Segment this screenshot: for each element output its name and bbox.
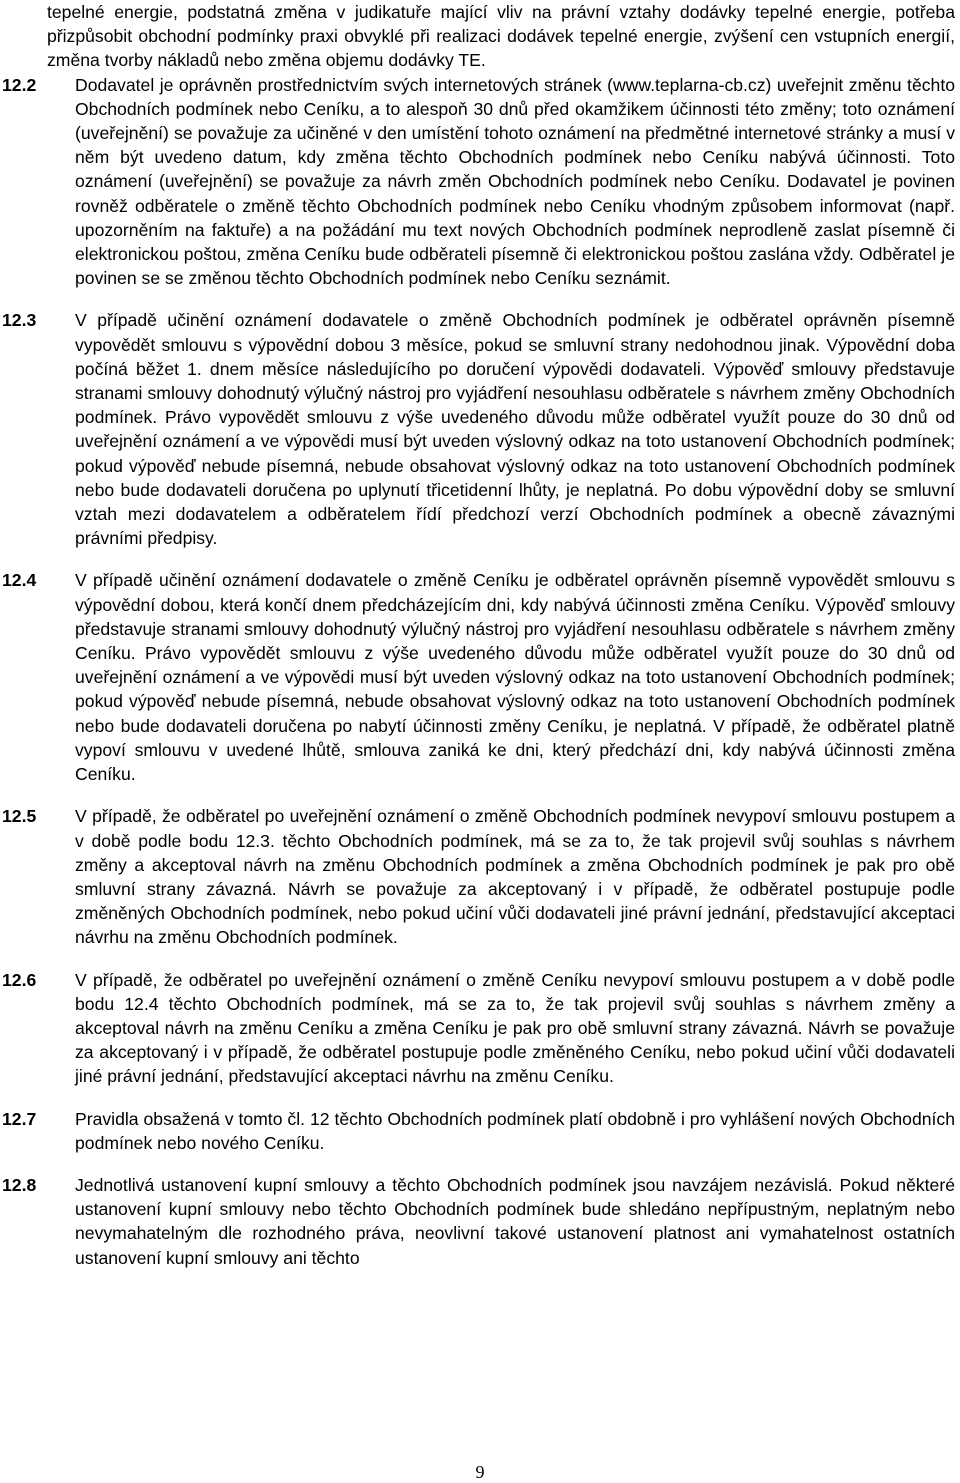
section-12-2 [2,73,955,291]
section-12-3 [2,308,955,550]
section-text: V případě učinění oznámení dodavatele o změně Ceníku je odběratel oprávněn písemně vypovědět smlouvu s výpovědní dobou, která končí dnem předcházejícím dni, kdy nabývá účinnosti změna Ceníku. Výpověď smlouvy představuje stranami smlouvy dohodnutý výlučný nástroj pro vyjádření nesouhlasu odběratele s návrhem změny Ceníku. Právo vypovědět smlouvu z výše uvedeného důvodu může odběratel využít pouze do 30 dnů od uveřejnění oznámení a ve výpovědi musí být uveden výslovný odkaz na toto ustanovení Obchodních podmínek; pokud výpověď nebude písemná, nebude obsahovat výslovný odkaz na toto ustanovení Obchodních podmínek nebo bude dodavateli doručena po nabytí účinnosti změny Ceníku, je neplatná. V případě, že odběratel platně vypoví smlouvu v uvedené lhůtě, smlouva zaniká ke dni, který předchází dni, kdy nabývá účinnosti změna Ceníku. [75,570,955,785]
section-12-7 [2,1107,955,1155]
section-text: V případě učinění oznámení dodavatele o změně Obchodních podmínek je odběratel oprávněn písemně vypovědět smlouvu s výpovědní dobou 3 měsíce, pokud se smluvní strany nedohodnou jinak. Výpovědní doba počíná běžet 1. dnem měsíce následujícího po doručení výpovědi dodavateli. Výpověď smlouvy představuje stranami smlouvy dohodnutý výlučný nástroj pro vyjádření nesouhlasu odběratele s návrhem změny Obchodních podmínek. Právo vypovědět smlouvu z výše uvedeného důvodu může odběratel využít pouze do 30 dnů od uveřejnění oznámení a ve výpovědi musí být uveden výslovný odkaz na toto ustanovení Obchodních podmínek; pokud výpověď nebude písemná, nebude obsahovat výslovný odkaz na toto ustanovení Obchodních podmínek nebo bude dodavateli doručena po uplynutí třicetidenní lhůty, je neplatná. Po dobu výpovědní doby se smluvní vztah mezi dodavatelem a odběratelem řídí předchozí verzí Obchodních podmínek a obecně závaznými právními předpisy. [75,310,955,549]
section-12-6 [2,968,955,1089]
section-text: V případě, že odběratel po uveřejnění oznámení o změně Ceníku nevypoví smlouvu postupem a v době podle bodu 12.4 těchto Obchodních podmínek, má se za to, že tak projevil svůj souhlas s návrhem změny a akceptoval návrh na změnu Ceníku a změna Ceníku je pak pro obě smluvní strany závazná. Návrh se považuje za akceptovaný i v případě, že odběratel postupuje podle změněného Ceníku, nebo pokud učiní vůči dodavateli jiné právní jednání, představující akceptaci návrhu na změnu Ceníku. [75,969,955,1087]
section-number: 12.8 [2,1174,37,1195]
section-number: 12.2 [2,74,37,95]
section-text: Jednotlivá ustanovení kupní smlouvy a těchto Obchodních podmínek jsou navzájem nezávislá. Pokud některé ustanovení kupní smlouvy nebo těchto Obchodních podmínek bude shledáno nepřípustným, neplatným nebo nevymahatelným dle rozhodného práva, neovlivní takové ustanovení platnost ani vymahatelnost ostatních ustanovení kupní smlouvy ani těchto [75,1174,955,1268]
section-12-8 [2,1173,955,1270]
continued-paragraph: tepelné energie, podstatná změna v judikatuře mající vliv na právní vztahy dodávky tepelné energie, potřeba přizpůsobit obchodní podmínky praxi obvyklé při realizaci dodávek tepelné energie, zvýšení cen vstupních energií, změna tvorby nákladů nebo změna objemu dodávky TE. [47,2,955,71]
section-text: Pravidla obsažená v tomto čl. 12 těchto Obchodních podmínek platí obdobně i pro vyhlášení nových Obchodních podmínek nebo nového Ceníku. [75,1108,955,1153]
page-number: 9 [475,1462,485,1482]
section-number: 12.4 [2,570,37,591]
section-12-4 [2,568,955,786]
section-number: 12.6 [2,969,37,990]
section-text: Dodavatel je oprávněn prostřednictvím svých internetových stránek (www.teplarna-cb.cz) uveřejnit změnu těchto Obchodních podmínek nebo Ceníku, a to alespoň 30 dnů před okamžikem účinnosti této změny; toto oznámení (uveřejnění) se považuje za učiněné v den umístění tohoto oznámení na předmětné internetové stránky a musí v něm být uvedeno datum, kdy změna těchto Obchodních podmínek nebo Ceníku nabývá účinnosti. Toto oznámení (uveřejnění) se považuje za návrh změn Obchodních podmínek nebo Ceníku. Dodavatel je povinen rovněž odběratele o změně těchto Obchodních podmínek nebo Ceníku vhodným způsobem informovat (např. upozorněním na faktuře) a na požádání mu text nových Obchodních podmínek neprodleně zaslat písemně či elektronickou poštou, změna Ceníku bude odběrateli písemně či elektronickou poštou zaslána vždy. Odběratel je povinen se se změnou těchto Obchodních podmínek nebo Ceníku seznámit. [75,74,955,289]
section-text: V případě, že odběratel po uveřejnění oznámení o změně Obchodních podmínek nevypoví smlouvu postupem a v době podle bodu 12.3. těchto Obchodních podmínek, má se za to, že tak projevil svůj souhlas s návrhem změny a akceptoval návrh na změnu Obchodních podmínek a změna Obchodních podmínek je pak pro obě smluvní strany závazná. Návrh se považuje za akceptovaný i v případě, že odběratel postupuje podle změněných Obchodních podmínek, nebo pokud učiní vůči dodavateli jiné právní jednání, představující akceptaci návrhu na změnu Obchodních podmínek. [75,806,955,948]
section-number: 12.5 [2,806,37,827]
document-body [2,0,955,1270]
section-number: 12.3 [2,310,37,331]
section-number: 12.7 [2,1108,37,1129]
section-12-5 [2,804,955,949]
